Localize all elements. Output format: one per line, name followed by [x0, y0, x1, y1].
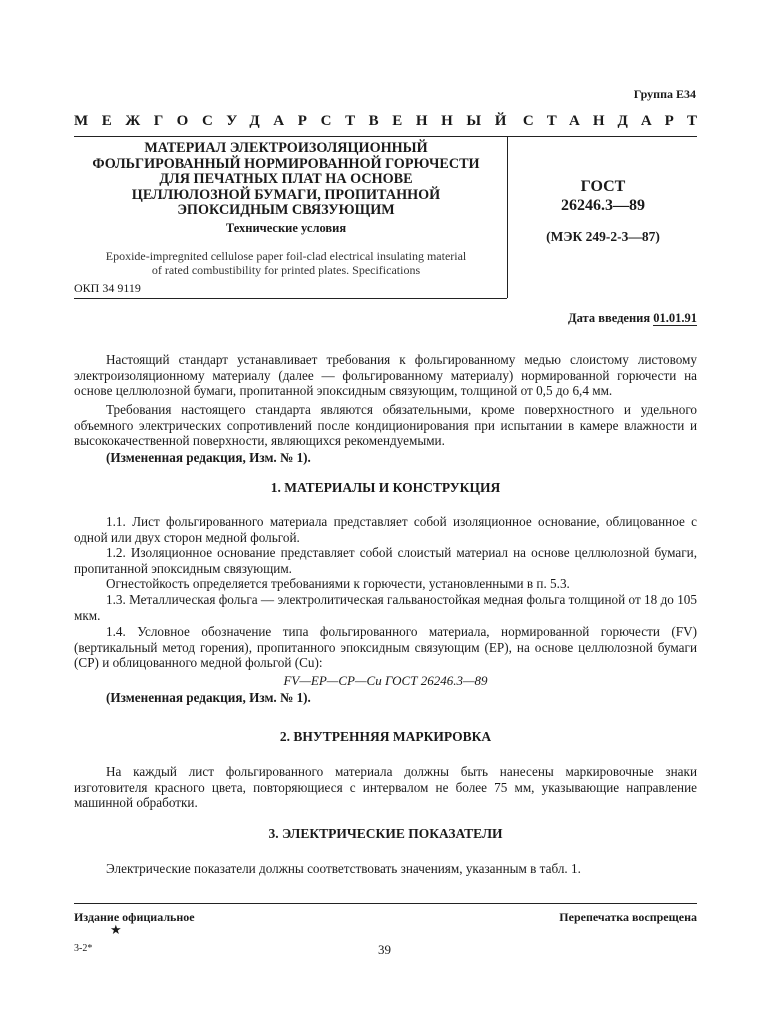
section-2-heading: 2. ВНУТРЕННЯЯ МАРКИРОВКА — [279, 729, 492, 744]
page-number: 39 — [378, 942, 391, 957]
intro-paragraph-2: Требования настоящего стандарта являются обязательными, кроме поверхностного и удельного объемного электрических сопротивлений после кондиционирования при испытании в камере влажности и высококачественной поверхности, являющихся рекомендуемыми. — [74, 402, 697, 449]
footer-rule — [74, 903, 697, 904]
section-1-revision-note: (Измененная редакция, Изм. № 1). — [106, 690, 311, 705]
interstate-label: МЕЖГОСУДАРСТВЕННЫЙ — [74, 113, 521, 129]
official-edition-note: Издание официальное — [74, 910, 195, 924]
title-line: ДЛЯ ПЕЧАТНЫХ ПЛАТ НА ОСНОВЕ — [159, 171, 413, 187]
section-1-paragraph: 1.2. Изоляционное основание представляет собой слоистый материал на основе целлюлозной бумаги, пропитанной эпоксидным связующим. — [74, 545, 697, 576]
interstate-standard-header — [74, 113, 710, 130]
document-title — [74, 141, 498, 219]
document-subtitle: Технические условия — [225, 221, 347, 235]
group-code: Группа Е34 — [633, 87, 696, 101]
okp-rule — [74, 298, 507, 299]
english-title-line: Epoxide-impregnited cellulose paper foil-clad electrical insulating material — [105, 249, 467, 263]
intro-paragraph-1: Настоящий стандарт устанавливает требования к фольгированному медью слоистому листовому электроизоляционному материалу (далее — фольгированному материалу) нормированной горючести на основе целлюлозной бумаги, пропитанной эпоксидным связующим, толщиной от 0,5 до 6,4 мм. — [74, 352, 697, 399]
section-1-heading: 1. МАТЕРИАЛЫ И КОНСТРУКЦИЯ — [270, 480, 501, 495]
okp-code: ОКП 34 9119 — [74, 281, 141, 295]
effective-date-value: 01.01.91 — [653, 311, 697, 325]
title-line: ЦЕЛЛЮЛОЗНОЙ БУМАГИ, ПРОПИТАННОЙ — [131, 186, 441, 203]
designation-formula: FV—EP—CP—Cu ГОСТ 26246.3—89 — [283, 673, 488, 688]
effective-date — [568, 311, 697, 326]
intro-revision-note: (Измененная редакция, Изм. № 1). — [106, 450, 311, 465]
title-line: ЭПОКСИДНЫМ СВЯЗУЮЩИМ — [177, 202, 395, 218]
section-1-paragraph: 1.1. Лист фольгированного материала представляет собой изоляционное основание, облицованное с одной или двух сторон медной фольгой. — [74, 514, 697, 545]
gost-number — [508, 177, 698, 215]
title-line: ФОЛЬГИРОВАННЫЙ НОРМИРОВАННОЙ ГОРЮЧЕСТИ — [92, 155, 480, 172]
reprint-prohibited-note: Перепечатка воспрещена — [559, 910, 697, 924]
gost-code: 26246.3—89 — [561, 197, 645, 214]
standard-label: СТАНДАРТ — [522, 113, 710, 129]
section-1-paragraph: Огнестойкость определяется требованиями к горючести, установленными в п. 5.3. — [106, 576, 570, 591]
english-title — [74, 249, 498, 277]
iec-reference: (МЭК 249-2-3—87) — [546, 229, 660, 244]
english-title-line: of rated combustibility for printed plates. Specifications — [151, 263, 421, 277]
header-rule — [74, 136, 697, 137]
section-1-paragraph: 1.3. Металлическая фольга — электролитическая гальваностойкая медная фольга толщиной от 18 до 105 мкм. — [74, 592, 697, 623]
title-divider — [507, 137, 508, 298]
effective-date-label: Дата введения — [568, 311, 654, 325]
section-3-heading: 3. ЭЛЕКТРИЧЕСКИЕ ПОКАЗАТЕЛИ — [268, 826, 503, 841]
gost-label: ГОСТ — [580, 178, 626, 195]
title-line: МАТЕРИАЛ ЭЛЕКТРОИЗОЛЯЦИОННЫЙ — [144, 140, 428, 156]
section-2-paragraph: На каждый лист фольгированного материала должны быть нанесены маркировочные знаки изготовителя красного цвета, повторяющиеся с интервалом не более 75 мм, указывающие направление машинной обработки. — [74, 764, 697, 811]
print-code: 3-2* — [74, 943, 93, 954]
star-icon: ★ — [110, 922, 122, 937]
section-1-paragraph: 1.4. Условное обозначение типа фольгированного материала, нормированной горючести (FV) (вертикальный метод горения), пропитанного эпоксидным связующим (ЕР), на основе целлюлозной бумаги (СР) и облицованного медной фольгой (Cu): — [74, 624, 697, 671]
section-3-paragraph: Электрические показатели должны соответствовать значениям, указанным в табл. 1. — [106, 861, 581, 876]
